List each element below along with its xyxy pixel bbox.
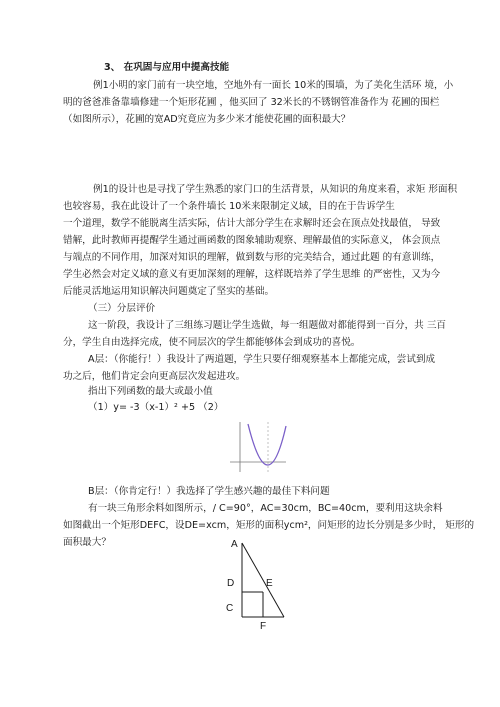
parabola-curve <box>248 424 286 465</box>
label-c: C <box>226 603 234 614</box>
label-f: F <box>260 621 267 632</box>
design-line-3: 一个道理，数学不能脱离生活实际，估计大部分学生在求解时还会在顶点处找最值， 导致 <box>63 218 441 229</box>
design-line-1: 例1的设计也是寻找了学生熟悉的家门口的生活背景，从知识的角度来看，求矩 形面积 <box>93 184 458 195</box>
b-level-line-3: 如图截出一个矩形DEFC，设DE=xcm，矩形的面积ycm²，问矩形的边长分别是多少时， 矩形的 <box>63 520 475 531</box>
design-line-4: 错解，此时教师再提醒学生通过画函数的图象辅助观察、理解最值的实际意义， 体会顶点 <box>63 235 441 246</box>
eval-title: （三）分层评价 <box>88 303 156 314</box>
eval-line-2: 分，学生自由选择完成，使不同层次的学生都能够体会到成功的喜悦。 <box>63 337 361 348</box>
section3-title: 3、 在巩固与应用中提高技能 <box>104 62 230 73</box>
parabola-graph <box>228 420 288 475</box>
function-line: （1）y= -3（x-1）² +5 （2） <box>88 402 224 413</box>
b-level-line-2: 有一块三角形余料如图所示，/ C=90°，AC=30cm，BC=40cm，要利用这块余料 <box>88 503 443 514</box>
b-level-line-4: 面积最大？ <box>63 537 111 548</box>
example1-line-1: 例1小明的家门前有一块空地，空地外有一面长 10米的围墙，为了美化生活环 境，小 <box>93 80 454 91</box>
label-d: D <box>227 578 235 589</box>
a-level-line-1: A层：（你能行！）我设计了两道题，学生只要仔细观察基本上都能完成，尝试到成 <box>88 354 436 365</box>
design-line-5: 与端点的不同作用，加深对知识的理解，做到数与形的完美结合，通过此题 的有意训练， <box>63 252 441 263</box>
a-level-line-2: 功之后，他们肯定会向更高层次发起进攻。 <box>63 371 246 382</box>
label-e: E <box>266 578 273 589</box>
eval-line-1: 这一阶段，我设计了三组练习题让学生选做，每一组题做对都能得到一百分，共 三百 <box>88 320 447 331</box>
design-line-2: 也较容易，我在此设计了一个条件墙长 10米来限制定义域，目的在于告诉学生 <box>63 201 395 212</box>
label-a: A <box>231 539 238 550</box>
example1-line-2: 明的爸爸准备靠墙修建一个矩形花圃 ，他买回了 32米长的不锈钢管准备作为 花圃的围栏 <box>63 97 440 108</box>
example1-line-3: （如图所示），花圃的宽AD究竟应为多少米才能使花圃的面积最大？ <box>63 114 351 125</box>
triangle-figure <box>220 533 300 633</box>
design-line-6: 学生必然会对定义域的意义有更加深刻的理解，这样既培养了学生思维 的严密性，又为今 <box>63 269 441 280</box>
b-level-line-1: B层：（你肯定行！）我选择了学生感兴趣的最佳下料问题 <box>88 486 330 497</box>
find-extreme-line: 指出下列函数的最大或最小值 <box>88 386 213 397</box>
design-line-7: 后能灵活地运用知识解决问题奠定了坚实的基础。 <box>63 286 275 297</box>
